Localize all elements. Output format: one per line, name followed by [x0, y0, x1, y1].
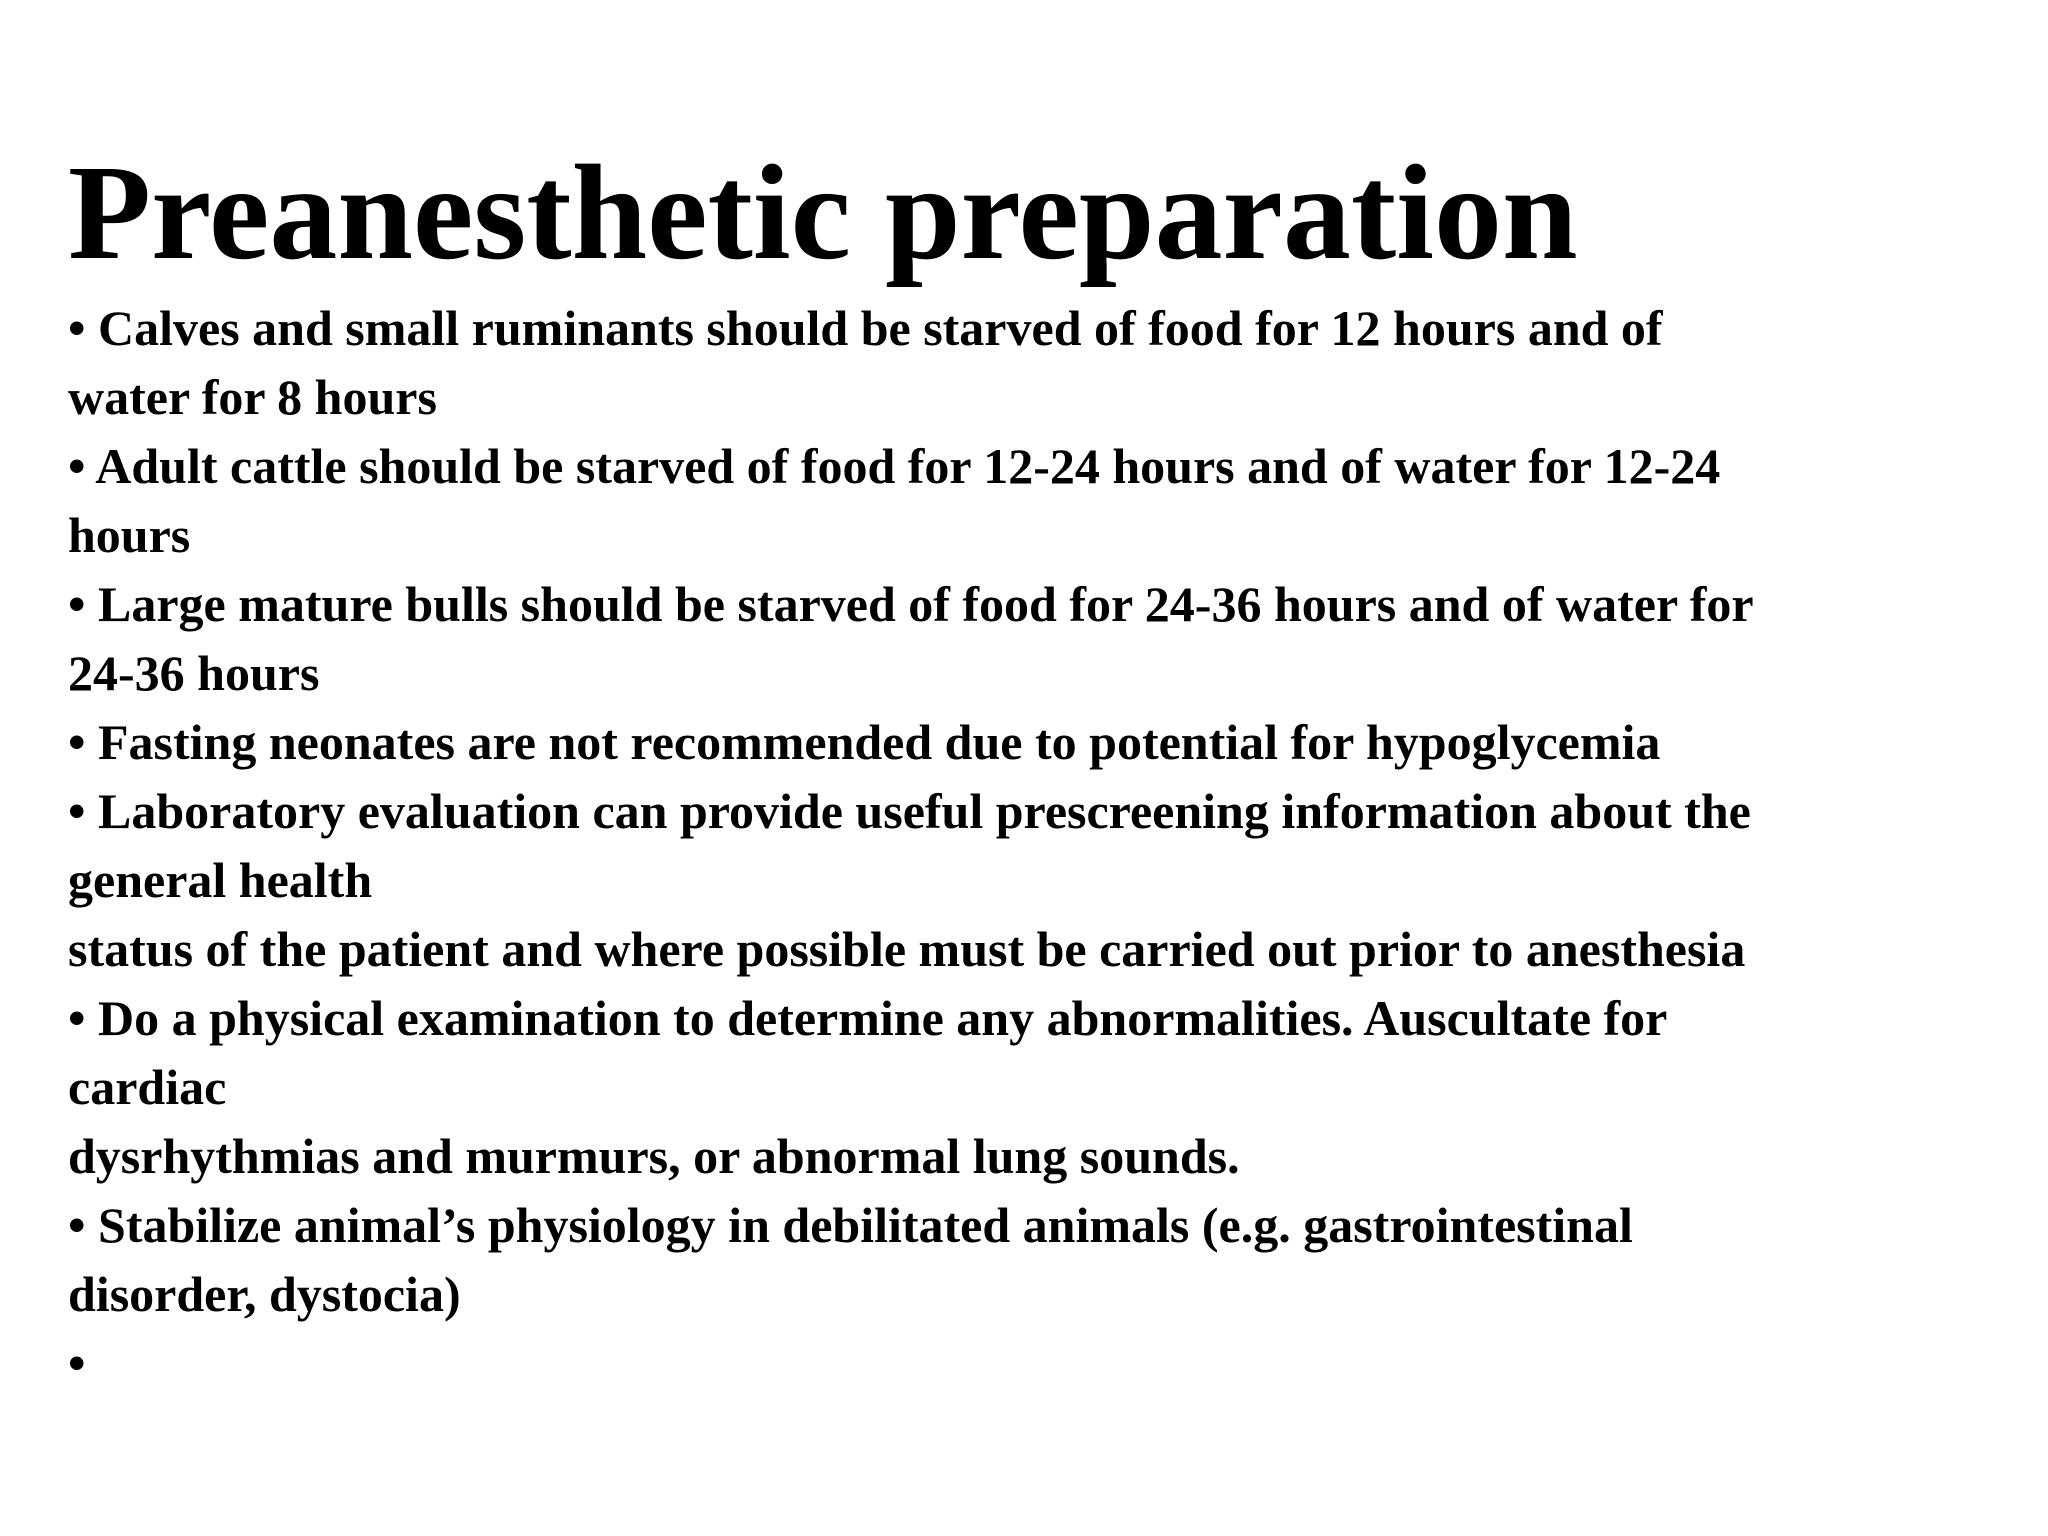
slide-title: Preanesthetic preparation: [68, 138, 1578, 288]
body-line: hours: [68, 507, 191, 563]
body-line: disorder, dystocia): [68, 1266, 461, 1322]
body-line: •: [68, 1335, 86, 1391]
body-line: status of the patient and where possible must be carried out prior to anesthesia: [68, 921, 1746, 977]
body-line: 24-36 hours: [68, 645, 320, 701]
body-line: • Adult cattle should be starved of food for 12-24 hours and of water for 12-24: [68, 438, 1721, 494]
slide-body: [68, 294, 2028, 1398]
body-line: • Stabilize animal’s physiology in debilitated animals (e.g. gastrointestinal: [68, 1197, 1633, 1253]
body-line: cardiac: [68, 1059, 227, 1115]
body-line: • Large mature bulls should be starved of food for 24-36 hours and of water for: [68, 576, 1754, 632]
body-line: water for 8 hours: [68, 369, 437, 425]
body-line: • Calves and small ruminants should be starved of food for 12 hours and of: [68, 300, 1663, 356]
body-line: • Laboratory evaluation can provide useful prescreening information about the: [68, 783, 1751, 839]
body-line: • Do a physical examination to determine any abnormalities. Auscultate for: [68, 990, 1668, 1046]
body-line: dysrhythmias and murmurs, or abnormal lung sounds.: [68, 1128, 1240, 1184]
body-line: • Fasting neonates are not recommended due to potential for hypoglycemia: [68, 714, 1661, 770]
body-line: general health: [68, 852, 373, 908]
